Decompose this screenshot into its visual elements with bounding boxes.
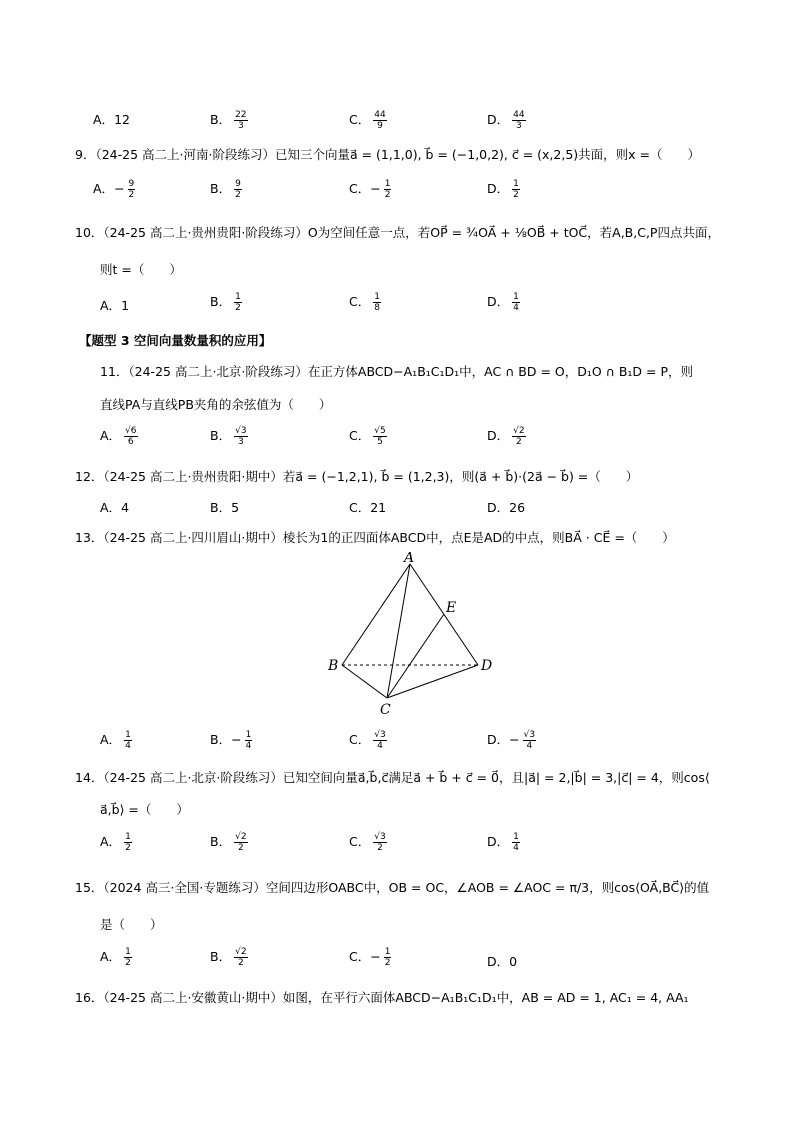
option-c: C．21 (349, 500, 387, 515)
q8-options (0, 104, 794, 134)
option-a: A． $\frac{1}{2}$ (100, 947, 131, 968)
option-d: D． $\frac{1}{4}$ (487, 832, 519, 853)
option-a: A．− $\frac{9}{2}$ (93, 179, 135, 200)
question-13: 13．（24-25 高二上·四川眉山·期中）棱长为1的正四面体ABCD中，点E是AD的中点，则BA⃗ · CE⃗ =（ ） (75, 530, 675, 545)
edge-ac (387, 564, 410, 698)
option-c: C． $\frac{44}{9}$ (349, 110, 386, 131)
option-a: A． $\frac{1}{4}$ (100, 730, 131, 751)
q13-options (0, 728, 794, 758)
option-d: D．− $\frac{√3}{4}$ (487, 730, 536, 751)
fraction: $\frac{44}{3}$ (513, 110, 525, 131)
question-9: 9．（24-25 高二上·河南·阶段练习）已知三个向量a⃗ = (1,1,0), b⃗ = (−1,0,2), c⃗ = (x,2,5)共面，则x =（ ） (75, 147, 701, 162)
option-c: C． $\frac{√3}{4}$ (349, 730, 386, 751)
option-b: B．− $\frac{1}{4}$ (210, 730, 252, 751)
label-a: A (404, 552, 415, 566)
question-15-line1: 15．（2024 高三·全国·专题练习）空间四边形OABC中，OB = OC，∠AOB = ∠AOC = π/3，则cos⟨OA⃗,BC⃗⟩的值 (75, 880, 710, 895)
question-16: 16．（24-25 高二上·安徽黄山·期中）如图，在平行六面体ABCD−A₁B₁C₁D₁中，AB = AD = 1, AC₁ = 4, AA₁ (75, 990, 689, 1005)
question-10-line2: 则t =（ ） (100, 262, 182, 277)
option-a: A． $\frac{√6}{6}$ (100, 426, 137, 447)
q9-options (0, 175, 794, 205)
option-c: C．− $\frac{1}{2}$ (349, 947, 391, 968)
fraction: $\frac{22}{3}$ (235, 110, 247, 131)
edge-cd (387, 665, 478, 698)
option-c: C． $\frac{1}{8}$ (349, 292, 380, 313)
section-heading: 【题型 3 空间向量数量积的应用】 (79, 333, 272, 348)
edge-bc (342, 665, 387, 698)
option-b: B． $\frac{√2}{2}$ (210, 832, 247, 853)
question-15-line2: 是（ ） (100, 917, 163, 932)
option-b: B． $\frac{√3}{3}$ (210, 426, 247, 447)
fraction: $\frac{44}{9}$ (374, 110, 386, 131)
option-b: B．5 (210, 500, 240, 515)
option-b: B． $\frac{22}{3}$ (210, 110, 247, 131)
edge-ab (342, 564, 410, 665)
option-c: C．− $\frac{1}{2}$ (349, 179, 391, 200)
q10-options (0, 290, 794, 320)
question-10-line1: 10．（24-25 高二上·贵州贵阳·阶段练习）O为空间任意一点，若OP⃗ = ¾OA⃗ + ⅛OB⃗ + tOC⃗，若A,B,C,P四点共面， (75, 225, 720, 240)
option-a: A．12 (93, 112, 130, 127)
q15-options (0, 945, 794, 975)
option-d: D． $\frac{44}{3}$ (487, 110, 525, 131)
option-d: D． $\frac{1}{4}$ (487, 292, 519, 313)
q11-options (0, 424, 794, 454)
option-b: B． $\frac{√2}{2}$ (210, 947, 247, 968)
question-11-line1: 11．（24-25 高二上·北京·阶段练习）在正方体ABCD−A₁B₁C₁D₁中，AC ∩ BD = O，D₁O ∩ B₁D = P，则 (100, 364, 694, 379)
option-d: D． $\frac{1}{2}$ (487, 179, 519, 200)
option-d: D．0 (487, 954, 518, 969)
q12-options (0, 492, 794, 522)
label-c: C (380, 702, 391, 717)
option-a: A． $\frac{1}{2}$ (100, 832, 131, 853)
option-a: A．4 (100, 500, 130, 515)
label-d: D (481, 658, 493, 674)
label-b: B (328, 658, 339, 674)
question-11-line2: 直线PA与直线PB夹角的余弦值为（ ） (100, 397, 332, 412)
edge-ce (387, 614, 444, 698)
question-14-line2: a⃗,b⃗⟩ =（ ） (100, 802, 189, 817)
option-a: A．1 (100, 298, 130, 313)
q14-options (0, 830, 794, 860)
question-14-line1: 14．（24-25 高二上·北京·阶段练习）已知空间向量a⃗,b⃗,c⃗满足a⃗ + b⃗ + c⃗ = 0⃗，且|a⃗| = 2,|b⃗| = 3,|c⃗| = 4，则cos⟨ (75, 770, 710, 785)
option-c: C． $\frac{√3}{2}$ (349, 832, 386, 853)
question-12: 12．（24-25 高二上·贵州贵阳·期中）若a⃗ = (−1,2,1), b⃗ = (1,2,3)，则(a⃗ + b⃗)·(2a⃗ − b⃗) =（ ） (75, 469, 639, 484)
option-c: C． $\frac{√5}{5}$ (349, 426, 386, 447)
option-b: B． $\frac{9}{2}$ (210, 179, 241, 200)
label-e: E (446, 600, 457, 616)
tetrahedron-figure (320, 552, 510, 717)
option-d: D． $\frac{√2}{2}$ (487, 426, 525, 447)
option-d: D．26 (487, 500, 526, 515)
option-b: B． $\frac{1}{2}$ (210, 292, 241, 313)
